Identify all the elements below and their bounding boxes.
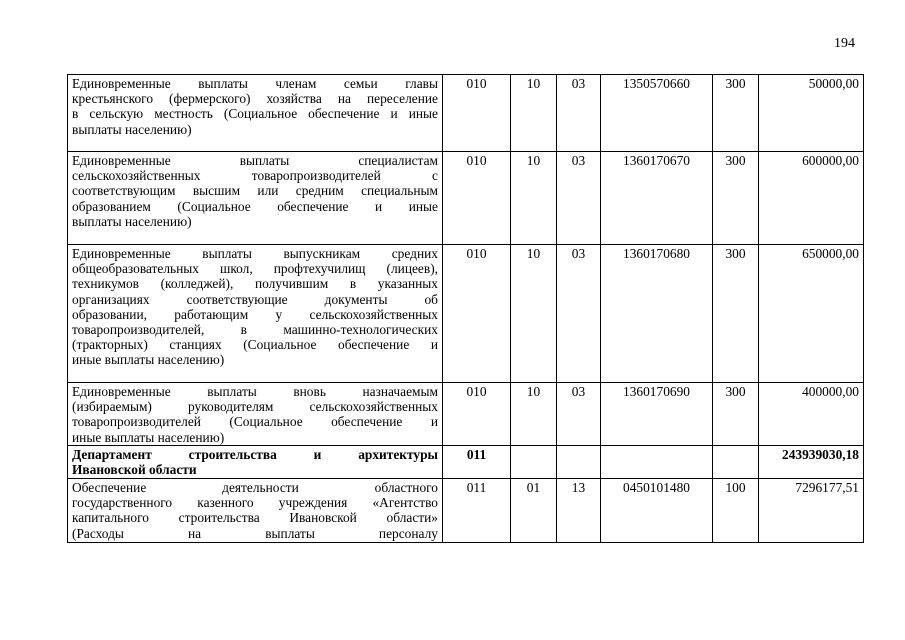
- row-description: Единовременные выплаты членам семьи главы крестьянского (фермерского) хозяйства на переселение в сельскую местность (Социальное обеспечение и иные выплаты населению): [68, 75, 443, 152]
- table-row: [68, 152, 864, 245]
- row-description: Единовременные выплаты вновь назначаемым (избираемым) руководителям сельскохозяйственных товаропроизводителей (Социальное обеспечение и иные выплаты населению): [68, 383, 443, 446]
- section-code: [511, 446, 557, 479]
- row-description: Единовременные выплаты специалистам сельскохозяйственных товаропроизводителей с соответствующим высшим или средним специальным образованием (Социальное обеспечение и иные выплаты населению): [68, 152, 443, 245]
- row-description: Единовременные выплаты выпускникам средних общеобразовательных школ, профтехучилищ (лицеев), техникумов (колледжей), получившим в указанных организациях соответствующие документы об образовании, работающим у сельскохозяйственных товаропроизводителей, в машинно-технологических (тракторных) станциях (Социальное обеспечение и иные выплаты населению): [68, 245, 443, 383]
- section-code: 10: [511, 152, 557, 245]
- section-code: 10: [511, 383, 557, 446]
- page-number: 194: [834, 36, 855, 51]
- table-row-department-total: [68, 446, 864, 479]
- section-code: 01: [511, 479, 557, 543]
- amount: 650000,00: [759, 245, 864, 383]
- target-article-code: 0450101480: [601, 479, 713, 543]
- section-code: 10: [511, 245, 557, 383]
- department-total-amount: 243939030,18: [759, 446, 864, 479]
- target-article-code: 1350570660: [601, 75, 713, 152]
- table-row: [68, 479, 864, 543]
- ministry-code: 011: [443, 446, 511, 479]
- table-row: [68, 383, 864, 446]
- ministry-code: 011: [443, 479, 511, 543]
- amount: 400000,00: [759, 383, 864, 446]
- expense-type-code: [713, 446, 759, 479]
- section-code: 10: [511, 75, 557, 152]
- row-description: Обеспечение деятельности областного государственного казенного учреждения «Агентство капитального строительства Ивановской области» (Расходы на выплаты персоналу: [68, 479, 443, 543]
- expense-type-code: 300: [713, 152, 759, 245]
- subsection-code: 03: [557, 152, 601, 245]
- subsection-code: 13: [557, 479, 601, 543]
- department-title: Департамент строительства и архитектуры Ивановской области: [68, 446, 443, 479]
- target-article-code: 1360170670: [601, 152, 713, 245]
- ministry-code: 010: [443, 152, 511, 245]
- target-article-code: 1360170690: [601, 383, 713, 446]
- amount: 600000,00: [759, 152, 864, 245]
- ministry-code: 010: [443, 75, 511, 152]
- table-row: [68, 75, 864, 152]
- subsection-code: 03: [557, 383, 601, 446]
- expense-type-code: 300: [713, 245, 759, 383]
- expense-type-code: 300: [713, 75, 759, 152]
- ministry-code: 010: [443, 245, 511, 383]
- budget-table: [67, 74, 864, 543]
- expense-type-code: 100: [713, 479, 759, 543]
- expense-type-code: 300: [713, 383, 759, 446]
- subsection-code: [557, 446, 601, 479]
- amount: 50000,00: [759, 75, 864, 152]
- ministry-code: 010: [443, 383, 511, 446]
- target-article-code: [601, 446, 713, 479]
- amount: 7296177,51: [759, 479, 864, 543]
- table-row: [68, 245, 864, 383]
- subsection-code: 03: [557, 245, 601, 383]
- subsection-code: 03: [557, 75, 601, 152]
- target-article-code: 1360170680: [601, 245, 713, 383]
